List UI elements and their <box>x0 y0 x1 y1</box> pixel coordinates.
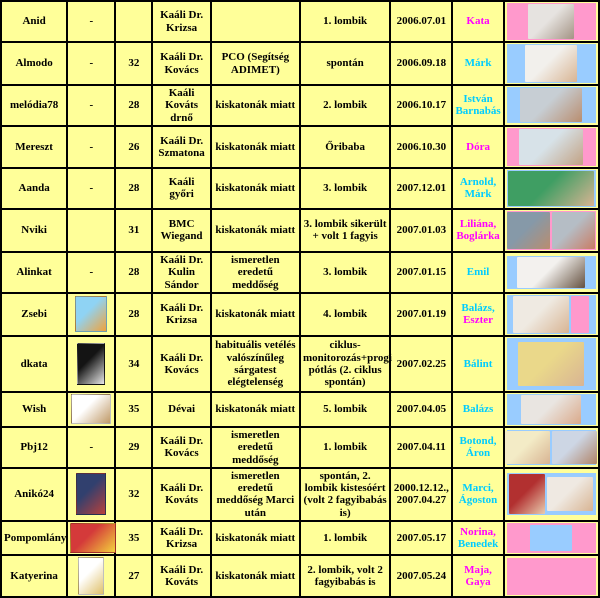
baby-name: Emil <box>466 266 490 279</box>
doctor-cell: BMC Wiegand <box>152 209 210 252</box>
girl-cartoon-icon <box>78 557 104 595</box>
baby-photo-cell <box>504 427 599 468</box>
birth-date-cell: 2007.04.11 <box>390 427 452 468</box>
diagnosis-cell: habituális vetélés valószínűleg sárgatest elégtelenség <box>211 336 300 392</box>
baby-photo-cell <box>504 252 599 293</box>
baby-photo <box>521 395 581 424</box>
birth-date-cell: 2007.05.17 <box>390 521 452 555</box>
avatar-cell: - <box>67 252 115 293</box>
baby-photo-frame <box>507 558 596 595</box>
birth-date-cell: 2006.09.18 <box>390 42 452 85</box>
baby-photo <box>552 431 597 464</box>
baby-photo-frame <box>507 523 596 553</box>
baby-photo-cell <box>504 85 599 126</box>
table-row <box>1 126 599 168</box>
member-name-cell: Almodo <box>1 42 67 85</box>
age-cell: 28 <box>115 252 152 293</box>
table-row <box>1 521 599 555</box>
doctor-cell: Kaáli győri <box>152 168 210 209</box>
baby-photo-frame <box>507 295 596 334</box>
baby-name: Marci, <box>462 482 494 495</box>
table-row <box>1 1 599 42</box>
age-cell: 27 <box>115 555 152 597</box>
birth-date-cell: 2007.12.01 <box>390 168 452 209</box>
baby-name-cell <box>452 209 503 252</box>
baby-photo <box>520 88 582 122</box>
conception-method-cell: 2. lombik, volt 2 fagyibabás is <box>300 555 390 597</box>
blue-panel <box>530 525 572 551</box>
diagnosis-cell: ismeretlen eredetű meddőség <box>211 427 300 468</box>
diagnosis-cell: kiskatonák miatt <box>211 555 300 597</box>
age-cell: 28 <box>115 85 152 126</box>
avatar-cell: - <box>67 1 115 42</box>
member-name-cell: Katyerina <box>1 555 67 597</box>
birth-date-cell: 2007.01.03 <box>390 209 452 252</box>
doctor-cell: Kaáli Dr. Kováts <box>152 468 210 521</box>
avatar-cell: - <box>67 42 115 85</box>
baby-name-cell <box>452 1 503 42</box>
baby-photo-cell <box>504 1 599 42</box>
baby-photo-frame <box>507 256 596 289</box>
age-cell: 26 <box>115 126 152 168</box>
birth-date-cell: 2006.07.01 <box>390 1 452 42</box>
baby-photo-frame <box>507 3 596 40</box>
doctor-cell: Kaáli Dr. Krizsa <box>152 521 210 555</box>
baby-name: Eszter <box>463 314 494 327</box>
baby-photo <box>509 474 545 514</box>
table-row <box>1 209 599 252</box>
baby-photo-frame <box>507 170 596 207</box>
baby-name-cell <box>452 468 503 521</box>
baby-name: Liliána, <box>459 218 497 231</box>
baby-photo-frame <box>507 473 596 515</box>
age-cell: 31 <box>115 209 152 252</box>
birth-date-cell: 2006.10.30 <box>390 126 452 168</box>
baby-name: Bálint <box>463 357 493 370</box>
table-row <box>1 392 599 427</box>
age-cell: 28 <box>115 293 152 336</box>
baby-name: Márk <box>464 188 492 201</box>
doctor-cell: Dévai <box>152 392 210 427</box>
avatar-cell <box>67 209 115 252</box>
diagnosis-cell: kiskatonák miatt <box>211 85 300 126</box>
conception-method-cell: 1. lombik <box>300 427 390 468</box>
conception-method-cell: spontán, 2. lombik kistesóért (volt 2 fagyibabás is) <box>300 468 390 521</box>
conception-method-cell: 3. lombik <box>300 168 390 209</box>
baby-photo <box>507 212 550 249</box>
diagnosis-cell: kiskatonák miatt <box>211 168 300 209</box>
baby-name: Arnold, <box>459 176 497 189</box>
diagnosis-cell: kiskatonák miatt <box>211 209 300 252</box>
table-row <box>1 555 599 597</box>
avatar-cell: - <box>67 126 115 168</box>
avatar-cell <box>67 293 115 336</box>
baby-name: Balázs, <box>461 302 495 315</box>
baby-name: Benedek <box>457 538 499 551</box>
birth-date-cell: 2000.12.12.,2007.04.27 <box>390 468 452 521</box>
avatar-cell: - <box>67 85 115 126</box>
baby-name-cell <box>452 42 503 85</box>
flowers-photo-icon <box>77 343 105 385</box>
conception-method-cell: Őribaba <box>300 126 390 168</box>
doctor-cell: Kaáli Dr. Kulin Sándor <box>152 252 210 293</box>
table-row <box>1 85 599 126</box>
age-cell: 29 <box>115 427 152 468</box>
diagnosis-cell: ismeretlen eredetű meddőség <box>211 252 300 293</box>
member-name-cell: Anid <box>1 1 67 42</box>
baby-name: Dóra <box>466 140 490 153</box>
baby-photo <box>528 4 574 39</box>
avatar-cell <box>67 468 115 521</box>
member-name-cell: Alinkat <box>1 252 67 293</box>
baby-photo-frame <box>507 394 596 425</box>
baby-name-cell <box>452 427 503 468</box>
baby-photo-frame <box>507 44 596 83</box>
baby-name: Balázs <box>462 403 494 416</box>
baby-photo <box>525 45 577 82</box>
doctor-cell: Kaáli Dr. Szmatona <box>152 126 210 168</box>
baby-photo-frame <box>507 87 596 123</box>
member-name-cell: dkata <box>1 336 67 392</box>
doctor-cell: Kaáli Dr. Kovács <box>152 336 210 392</box>
birth-date-cell: 2007.01.19 <box>390 293 452 336</box>
baby-name: Áron <box>465 447 491 460</box>
baby-photo-cell <box>504 42 599 85</box>
baby-name-cell <box>452 336 503 392</box>
age-cell: 35 <box>115 521 152 555</box>
baby-photo <box>513 296 569 333</box>
age-cell: 35 <box>115 392 152 427</box>
baby-photo-cell <box>504 209 599 252</box>
avatar-cell: - <box>67 168 115 209</box>
baby-name: Kata <box>466 15 490 28</box>
member-name-cell: Nviki <box>1 209 67 252</box>
diagnosis-cell: kiskatonák miatt <box>211 126 300 168</box>
doctor-cell: Kaáli Dr. Kovács <box>152 427 210 468</box>
avatar-cell <box>67 336 115 392</box>
diagnosis-cell: ismeretlen eredetű meddőség Marci után <box>211 468 300 521</box>
table-row <box>1 252 599 293</box>
baby-photo-cell <box>504 555 599 597</box>
baby-photo-frame <box>507 128 596 166</box>
age-cell: 28 <box>115 168 152 209</box>
baby-photo-cell <box>504 293 599 336</box>
birth-date-cell: 2007.02.25 <box>390 336 452 392</box>
baby-name-cell <box>452 126 503 168</box>
conception-method-cell: spontán <box>300 42 390 85</box>
baby-name-cell <box>452 392 503 427</box>
mother-child-photo-icon <box>76 473 106 515</box>
doctor-cell: Kaáli Dr. Kováts <box>152 555 210 597</box>
doctor-cell: Kaáli Kováts drnő <box>152 85 210 126</box>
kangaroo-cartoon-icon <box>75 296 107 332</box>
conception-method-cell: 3. lombik <box>300 252 390 293</box>
table-row <box>1 468 599 521</box>
diagnosis-cell <box>211 1 300 42</box>
dog-cartoon-icon <box>71 394 111 424</box>
baby-photo <box>505 431 550 464</box>
baby-name-cell <box>452 293 503 336</box>
baby-name: Ágoston <box>458 494 498 507</box>
birth-date-cell: 2007.01.15 <box>390 252 452 293</box>
baby-photo-frame <box>507 430 596 465</box>
baby-photo <box>552 212 595 249</box>
age-cell: 32 <box>115 468 152 521</box>
baby-photo-cell <box>504 521 599 555</box>
pink-panel <box>571 296 589 333</box>
baby-photo <box>518 342 584 386</box>
table-row <box>1 427 599 468</box>
baby-name: Maja, Gaya <box>464 563 492 589</box>
baby-photo-cell <box>504 336 599 392</box>
baby-name-cell <box>452 168 503 209</box>
conception-method-cell: ciklus-monitorozás+progi pótlás (2. ciklus spontán) <box>300 336 390 392</box>
member-name-cell: melódia78 <box>1 85 67 126</box>
table-body <box>1 1 599 597</box>
baby-photo <box>519 129 583 165</box>
baby-name: Boglárka <box>456 230 500 243</box>
conception-method-cell: 4. lombik <box>300 293 390 336</box>
baby-photo <box>517 257 585 288</box>
avatar-cell <box>67 392 115 427</box>
age-cell: 32 <box>115 42 152 85</box>
member-name-cell: Mereszt <box>1 126 67 168</box>
diagnosis-cell: PCO (Segítség ADIMET) <box>211 42 300 85</box>
table-row <box>1 168 599 209</box>
age-cell <box>115 1 152 42</box>
baby-name-cell <box>452 555 503 597</box>
table-row <box>1 336 599 392</box>
conception-method-cell: 3. lombik sikerült + volt 1 fagyis <box>300 209 390 252</box>
birth-date-cell: 2006.10.17 <box>390 85 452 126</box>
conception-method-cell: 5. lombik <box>300 392 390 427</box>
diagnosis-cell: kiskatonák miatt <box>211 521 300 555</box>
baby-photo-cell <box>504 126 599 168</box>
pompom-smiley-cartoon-icon <box>70 523 116 553</box>
conception-method-cell: 1. lombik <box>300 1 390 42</box>
doctor-cell: Kaáli Dr. Krizsa <box>152 293 210 336</box>
baby-photo-cell <box>504 468 599 521</box>
avatar-cell <box>67 521 115 555</box>
birth-date-cell: 2007.04.05 <box>390 392 452 427</box>
baby-name: István Barnabás <box>455 93 501 118</box>
baby-photo-frame <box>507 211 596 250</box>
member-name-cell: Wish <box>1 392 67 427</box>
baby-photo <box>547 477 593 511</box>
conception-method-cell: 2. lombik <box>300 85 390 126</box>
table-row <box>1 293 599 336</box>
baby-name-cell <box>452 85 503 126</box>
baby-photo-cell <box>504 392 599 427</box>
member-name-cell: Aanda <box>1 168 67 209</box>
member-name-cell: Zsebi <box>1 293 67 336</box>
avatar-cell <box>67 555 115 597</box>
member-name-cell: Anikó24 <box>1 468 67 521</box>
baby-name: Norina, <box>460 525 496 538</box>
avatar-cell: - <box>67 427 115 468</box>
doctor-cell: Kaáli Dr. Krizsa <box>152 1 210 42</box>
baby-name: Márk <box>464 57 492 70</box>
birth-date-cell: 2007.05.24 <box>390 555 452 597</box>
baby-name-cell <box>452 252 503 293</box>
doctor-cell: Kaáli Dr. Kovács <box>152 42 210 85</box>
baby-photo-cell <box>504 168 599 209</box>
baby-photo <box>508 171 594 206</box>
baby-name: Botond, <box>459 435 497 448</box>
member-name-cell: Pompomlány <box>1 521 67 555</box>
conception-method-cell: 1. lombik <box>300 521 390 555</box>
diagnosis-cell: kiskatonák miatt <box>211 293 300 336</box>
baby-name-cell <box>452 521 503 555</box>
member-name-cell: Pbj12 <box>1 427 67 468</box>
age-cell: 34 <box>115 336 152 392</box>
diagnosis-cell: kiskatonák miatt <box>211 392 300 427</box>
table-row <box>1 42 599 85</box>
baby-photo-frame <box>507 338 596 390</box>
